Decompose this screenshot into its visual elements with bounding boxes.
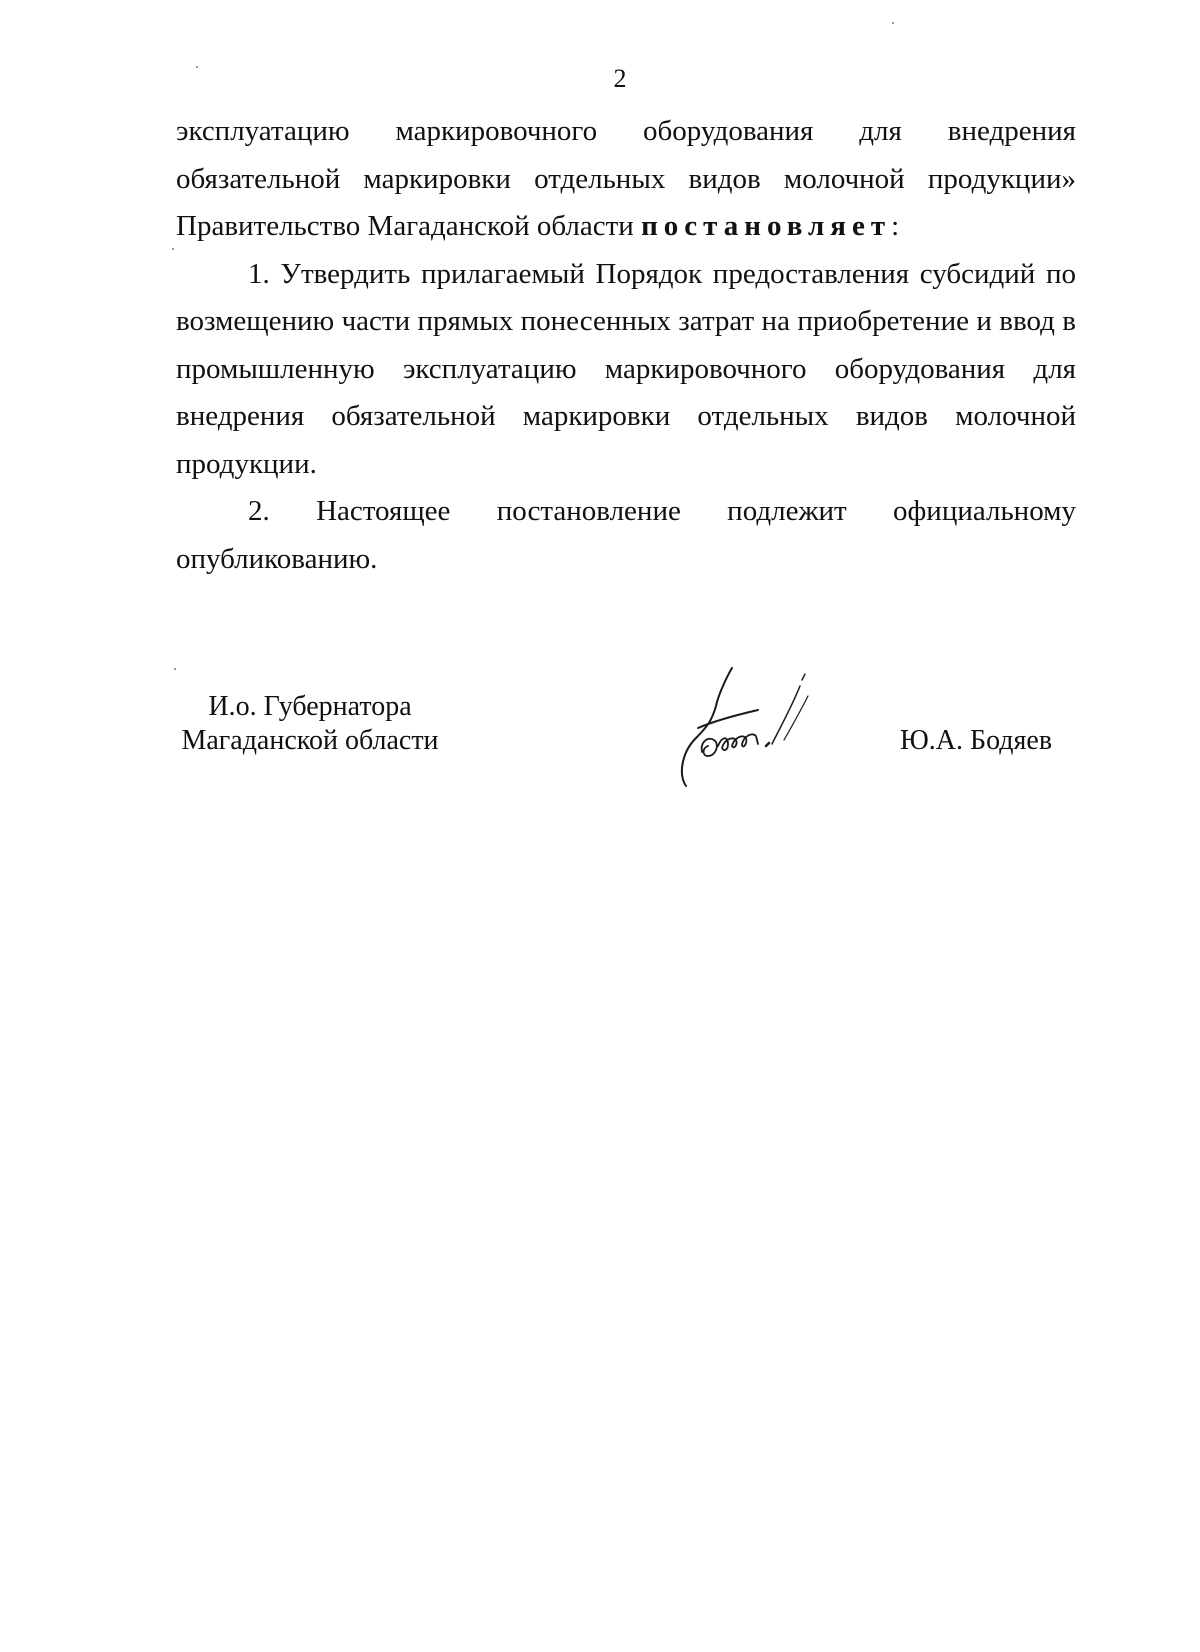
signature-block (0, 690, 1200, 810)
preamble-text: эксплуатацию маркировочного оборудования для внедрения обязательной маркировки отдельных видов молочной продукции» Правительство Магаданской области (176, 115, 1076, 242)
page-number: 2 (613, 64, 627, 93)
handwritten-signature (672, 666, 832, 796)
scan-speck (196, 66, 198, 68)
preamble-colon: : (891, 210, 900, 242)
signer-position-line-2: Магаданской области (181, 725, 439, 756)
signer-position-line-1: И.о. Губернатора (208, 691, 412, 722)
signer-name: Ю.А. Бодяев (900, 725, 1053, 756)
document-body (176, 108, 1076, 583)
scan-speck (174, 668, 176, 670)
signer-position (176, 690, 444, 758)
scan-speck (172, 248, 174, 250)
paragraph-item-1: 1. Утвердить прилагаемый Порядок предоставления субсидий по возмещению части прямых понесенных затрат на приобретение и ввод в промышленную эксплуатацию маркировочного оборудования для внедрения обязательной маркировки отдельных видов молочной продукции. (176, 257, 1076, 480)
paragraph-item-2: 2. Настоящее постановление подлежит официальному опубликованию. (176, 495, 1076, 575)
resolution-keyword: постановляет (641, 210, 892, 242)
scan-speck (892, 22, 894, 24)
paragraph-preamble-end (176, 108, 1076, 251)
